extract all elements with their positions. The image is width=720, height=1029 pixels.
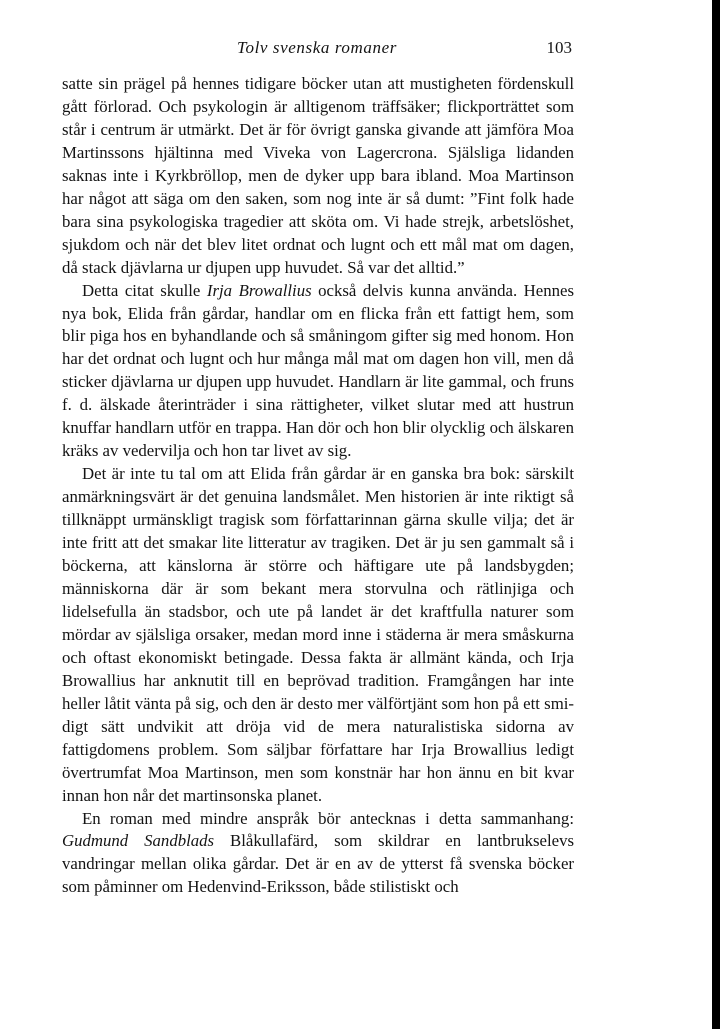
paragraph [62, 808, 574, 900]
text-segment: En roman med mindre anspråk bör antecknas i detta sammanhang: [82, 808, 574, 828]
author-name: Gudmund Sandblads [62, 831, 215, 851]
paragraph [62, 280, 574, 464]
text-segment: Detta citat skulle [82, 280, 207, 300]
author-name: Irja Browallius [206, 280, 312, 300]
text-segment: Det är inte tu tal om att Elida från gårdar är en ganska bra bok: särskilt anmärkningsvärt är det genuina landsmålet. Men historien är inte riktigt så tillknäppt urmänskligt tragisk som författarinnan gärna skulle vilja; det är inte fritt att det smakar lite litteratur av tragiken. Det är ju sen gammalt så i böckerna, att känslorna är större och häftigare ute på landsbygden; människorna där är som bekant mera storvulna och rätlinjiga och lidelsefulla än stadsbor, och ute på landet är det kraftfulla naturer som mördar av själsliga orsaker, medan mord inne i städerna är mera småskurna och oftast ekonomiskt betingade. Dessa fakta är allmänt kända, och Irja Browallius har anknutit till en beprövad tradition. Framgången har inte heller låtit vänta på sig, och den är desto mer välförtjänt som hon på ett smidigt sätt undvikit att dröja vid de mera naturalistiska sidorna av fattigdomens problem. Som säljbar författare har Irja Browallius ledigt övertrumfat Moa Martinson, men som konstnär har hon ännu en bit kvar innan hon når det martinsonska planet. [62, 464, 574, 805]
body-text [62, 73, 574, 899]
running-title: Tolv svenska romaner [237, 38, 397, 57]
paragraph [62, 463, 574, 807]
text-segment: Blåkullafärd, som skildrar en lantbrukselevs vandringar mellan olika gårdar. Det är en av de ytterst få svenska böcker som påminner om Hedenvind-Eriksson, både stilistiskt och [62, 831, 574, 897]
text-segment: satte sin prägel på hennes tidigare böcker utan att mustigheten fördenskull gått förlorad. Och psykologin är alltigenom träffsäker; flickporträttet som står i centrum är utmärkt. Det är för övrigt ganska givande att jämföra Moa Martinssons hjältinna med Viveka von Lagercrona. Själsliga lidanden saknas inte i Kyrkbröllop, men de dyker upp bara ibland. Moa Martinson har något att säga om den saken, som nog inte är så dumt: ”Fint folk hade bara sina psykologiska tragedier att sköta om. Vi hade strejk, arbetslöshet, sjukdom och när det blev litet ordnat och lugnt och ett mål mat om dagen, då stack djävlarna ur djupen upp huvudet. Så var det alltid.” [62, 74, 574, 277]
text-segment: också delvis kunna använda. Hennes nya bok, Elida från gårdar, handlar om en flicka från ett fattigt hem, som blir piga hos en byhandlande och så småningom gifter sig med honom. Hon har det ordnat och lugnt och hur många mål mat om dagen hon vill, men då sticker djävlarna ur djupen upp huvudet. Handlarn är lite gammal, och fruns f. d. älskade återinträder i sina rättigheter, vilket slutar med att hustrun knuffar handlarn utför en trappa. Han dör och hon blir olycklig och älskaren kräks av vedervilja och hon tar livet av sig. [62, 280, 574, 461]
running-head [62, 38, 572, 62]
page-number: 103 [546, 38, 572, 57]
paragraph [62, 73, 574, 280]
scan-border [712, 0, 720, 1029]
